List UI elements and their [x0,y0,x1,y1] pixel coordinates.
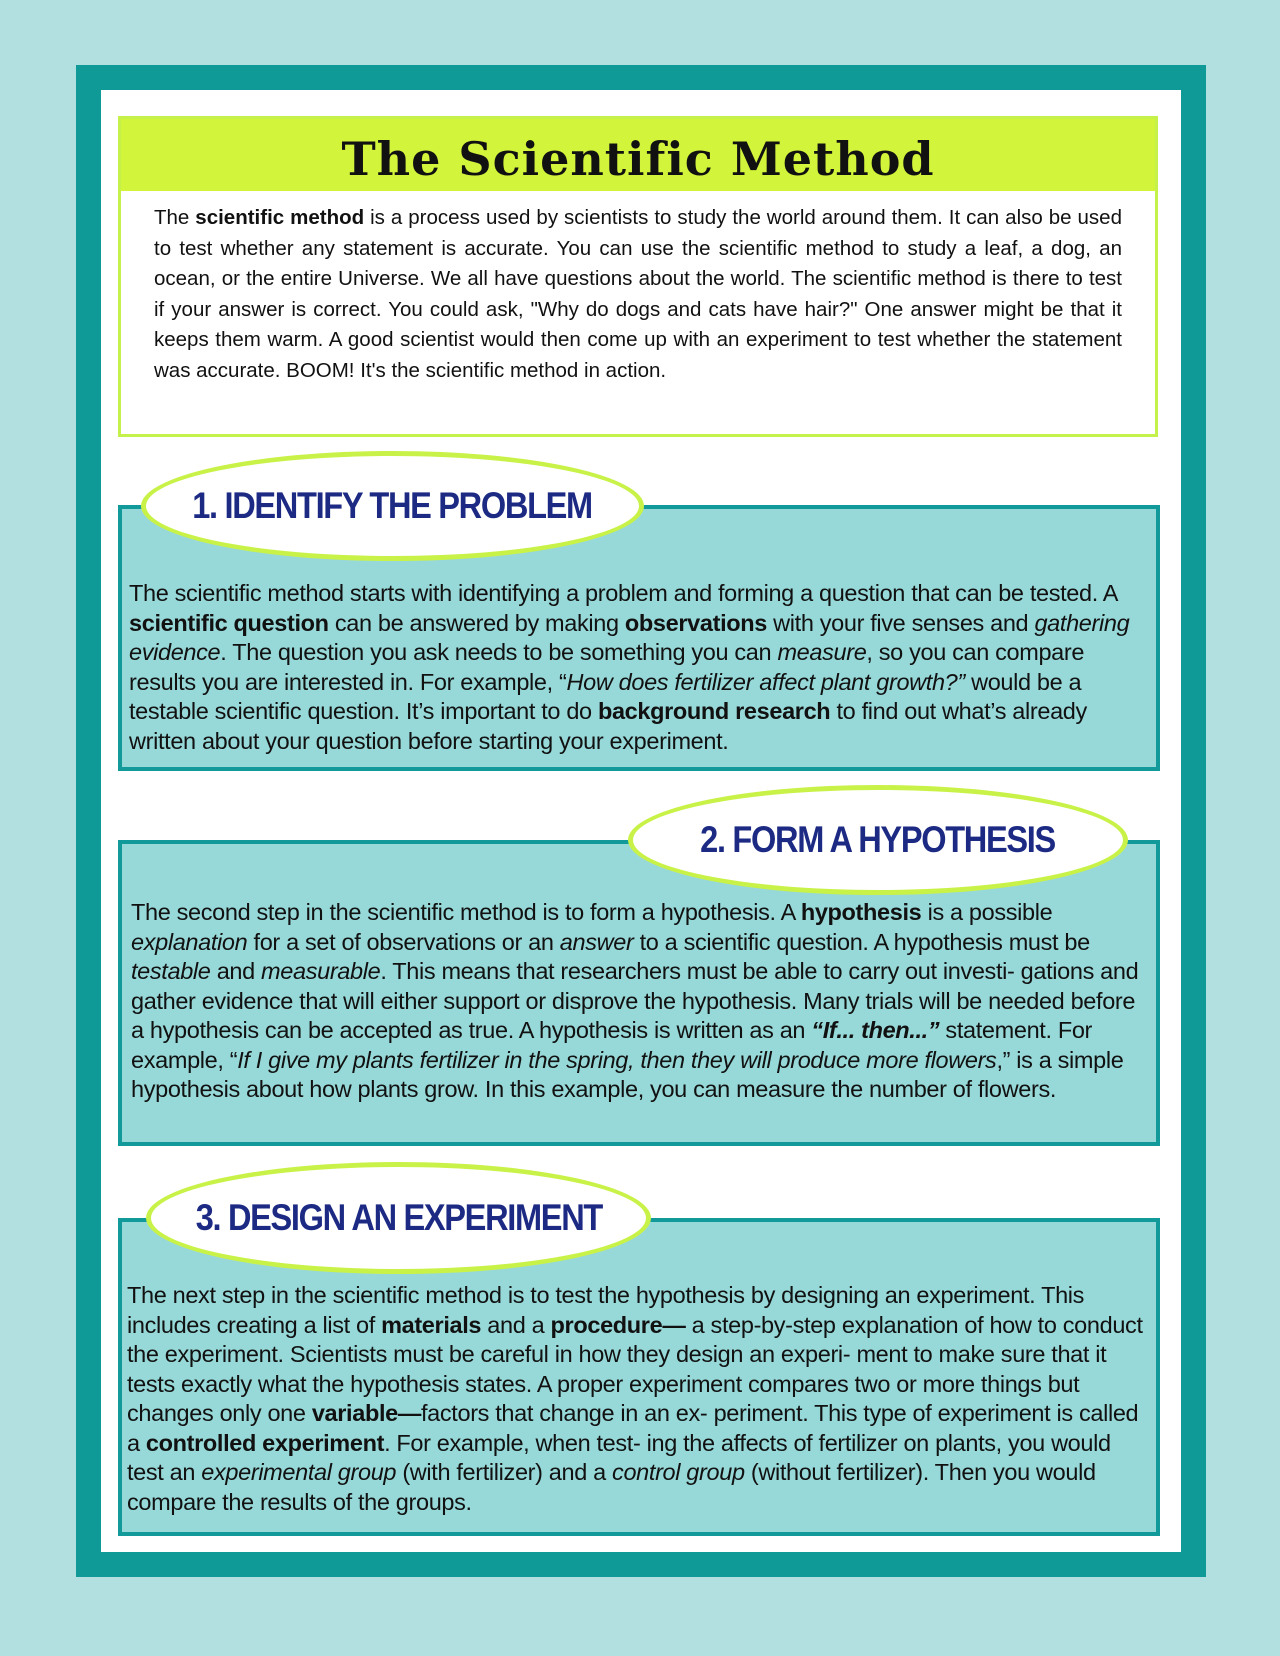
page-title: The Scientific Method [341,132,935,186]
intro-paragraph: The scientific method is a process used by scientists to study the world around them. It can also be used to test whether any statement is accurate. You can use the scientific method to study a leaf, a dog, an ocean, or the entire Universe. We all have questions about the world. The scientific method is there to test if your answer is correct. You could ask, "Why do dogs and cats have hair?" One answer might be that it keeps them warm. A good scientist would then come up with an experiment to test whether the statement was accurate. BOOM! It's the scientific method in action. [154,206,1122,382]
section-1-heading-pill [141,451,644,561]
intro-box [118,116,1158,437]
section-3-heading-pill [146,1162,651,1274]
section-1-text: The scientific method starts with identifying a problem and forming a question that can be tested. A scientific question can be answered by making observations with your five senses and gathering evidence. The question you ask needs to be something you can measure, so you can compare results you are interested in. For example, “How does fertilizer affect plant growth?” would be a testable scientific question. It’s important to do background research to find out what’s already written about your question before starting your experiment. [129,580,1130,754]
section-2-heading-pill [628,785,1128,895]
section-1-heading: 1. IDENTIFY THE PROBLEM [192,485,593,526]
section-2-heading: 2. FORM A HYPOTHESIS [700,819,1056,860]
section-2-text: The second step in the scientific method is to form a hypothesis. A hypothesis is a possible explanation for a set of observations or an answer to a scientific question. A hypothesis must be testable and measurable. This means that researchers must be able to carry out investi- gations and gather evidence that will either support or disprove the hypothesis. Many trials will be needed before a hypothesis can be accepted as true. A hypothesis is written as an “If... then...” statement. For example, “If I give my plants fertilizer in the spring, then they will produce more flowers,” is a simple hypothesis about how plants grow. In this example, you can measure the number of flowers. [131,899,1139,1102]
section-3-heading: 3. DESIGN AN EXPERIMENT [195,1197,602,1238]
title-bar [121,119,1155,191]
section-3-text: The next step in the scientific method is to test the hypothesis by designing an experiment. This includes creating a list of materials and a procedure— a step-by-step explanation of how to conduct the experiment. Scientists must be careful in how they design an experi- ment to make sure that it tests exactly what the hypothesis states. A proper experiment compares two or more things but changes only one variable—factors that change in an ex- periment. This type of experiment is called a controlled experiment. For example, when test- ing the affects of fertilizer on plants, you would test an experimental group (with fertilizer) and a control group (without fertilizer). Then you would compare the results of the groups. [127,1282,1143,1515]
